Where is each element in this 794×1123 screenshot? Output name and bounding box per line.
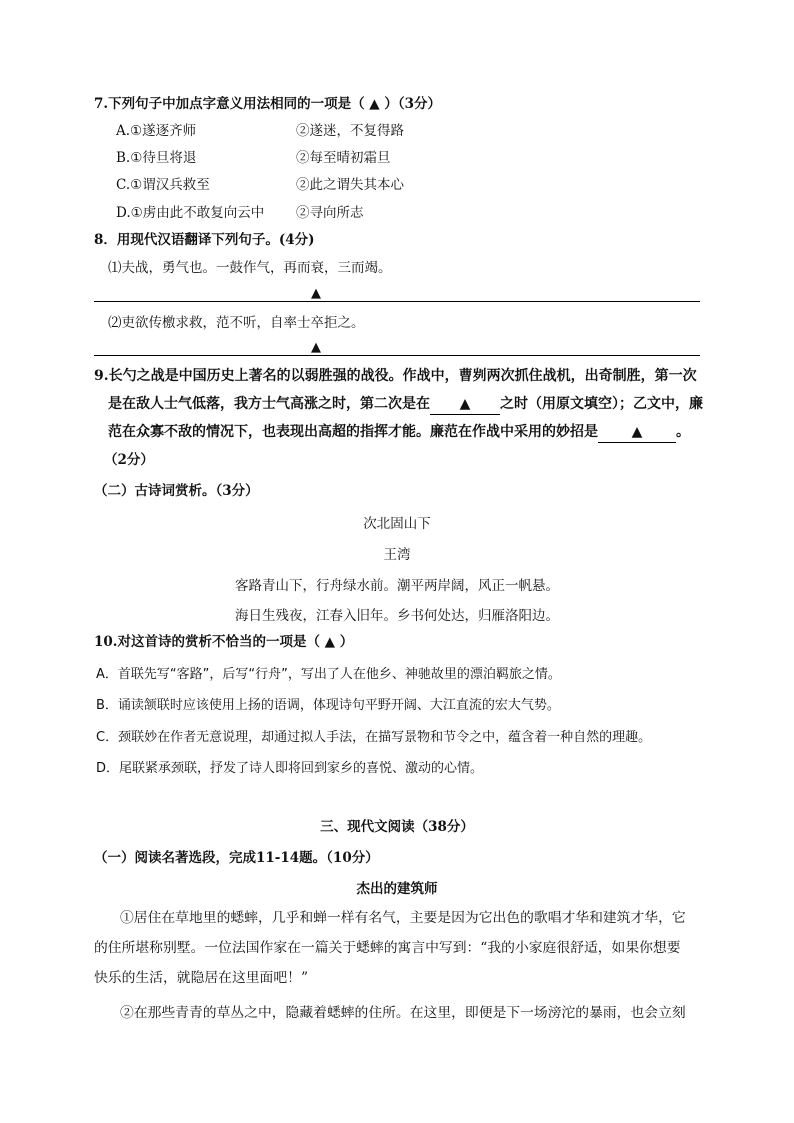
q7-option-d-1: D.①虏由此不敢复向云中	[116, 205, 265, 221]
q7-option-b-1: B.①待旦将退	[116, 150, 197, 166]
poem-line-2: 海日生残夜，江春入旧年。乡书何处达，归雁洛阳边。	[235, 608, 559, 624]
article-paragraph-1-line-1: ①居住在草地里的蟋蟀，几乎和蝉一样有名气，主要是因为它出色的歌唱才华和建筑才华，它	[120, 910, 686, 926]
article-title: 杰出的建筑师	[356, 881, 438, 897]
q7-option-b-2: ②每至晴初霜旦	[296, 150, 391, 166]
q9-line-3-text-a: 范在众寡不敌的情况下，也表现出高超的指挥才能。廉范在作战中采用的妙招是	[108, 424, 598, 440]
q10-option-b: B．诵读颔联时应该使用上扬的语调，体现诗句平野开阔、大江直流的宏大气势。	[96, 698, 560, 713]
section-2-heading: （二）古诗词赏析。（3分）	[94, 483, 259, 499]
q7-stem: 7.下列句子中加点字意义用法相同的一项是（ ▲ ）（3分）	[94, 96, 442, 112]
q9-line-3	[108, 422, 690, 443]
q10-option-d: D．尾联紧承颈联，抒发了诗人即将回到家乡的喜悦、激动的心情。	[96, 761, 484, 776]
q9-blank-2[interactable]: ▲	[598, 422, 676, 443]
q10-stem: 10.对这首诗的赏析不恰当的一项是（ ▲ ）	[94, 634, 354, 650]
q7-option-a-2: ②遂迷，不复得路	[296, 123, 404, 139]
q10-option-a: A．首联先写“客路”，后写“行舟”，写出了人在他乡、神驰故里的漂泊羁旅之情。	[96, 667, 561, 682]
section-3-heading: 三、现代文阅读（38分）	[320, 819, 474, 835]
poem-line-1: 客路青山下，行舟绿水前。潮平两岸阔，风正一帆悬。	[235, 578, 559, 594]
q8-answer-line-2[interactable]	[94, 355, 700, 356]
q7-option-d-2: ②寻向所志	[296, 205, 364, 221]
q9-line-2-text-a: 是在敌人士气低落，我方士气高涨之时，第二次是在	[108, 396, 430, 412]
q7-option-c-2: ②此之谓失其本心	[296, 177, 404, 193]
article-paragraph-1-line-3: 快乐的生活，就隐居在这里面吧！”	[94, 970, 309, 986]
section-3-subheading: （一）阅读名著选段，完成11-14题。（10分）	[94, 850, 379, 866]
q9-line-2	[108, 394, 703, 415]
q8-answer-line-1[interactable]	[94, 301, 700, 302]
q10-option-c: C．颈联妙在作者无意说理，却通过拟人手法，在描写景物和节令之中，蕴含着一种自然的理趣。	[96, 730, 652, 745]
q7-option-a-1: A.①遂逐齐师	[116, 123, 197, 139]
q8-stem: 8．用现代汉语翻译下列句子。(4分)	[94, 232, 315, 248]
q8-sentence-1: ⑴夫战，勇气也。一鼓作气，再而衰，三而竭。	[108, 260, 392, 276]
q8-sentence-2: ⑵吏欲传檄求救，范不听，自率士卒拒之。	[108, 315, 365, 331]
article-paragraph-2-line-1: ②在那些青青的草丛之中，隐藏着蟋蟀的住所。在这里，即便是下一场滂沱的暴雨，也会立刻	[120, 1005, 686, 1021]
poem-author: 王湾	[383, 547, 411, 563]
poem-title: 次北固山下	[363, 516, 431, 532]
q9-line-1: 9.长勺之战是中国历史上著名的以弱胜强的战役。作战中，曹刿两次抓住战机，出奇制胜，第一次	[94, 368, 697, 384]
q9-score: （2分）	[104, 452, 154, 468]
q7-option-c-1: C.①谓汉兵救至	[116, 177, 210, 193]
article-paragraph-1-line-2: 的住所堪称别墅。一位法国作家在一篇关于蟋蟀的寓言中写到：“我的小家庭很舒适，如果你想要	[94, 940, 681, 956]
q8-answer-mark-2: ▲	[311, 340, 321, 355]
q8-answer-mark-1: ▲	[311, 286, 321, 301]
q9-blank-1[interactable]: ▲	[430, 394, 500, 415]
q9-line-3-text-b: 。	[676, 424, 690, 440]
q9-line-2-text-b: 之时（用原文填空）；乙文中，廉	[500, 396, 703, 412]
